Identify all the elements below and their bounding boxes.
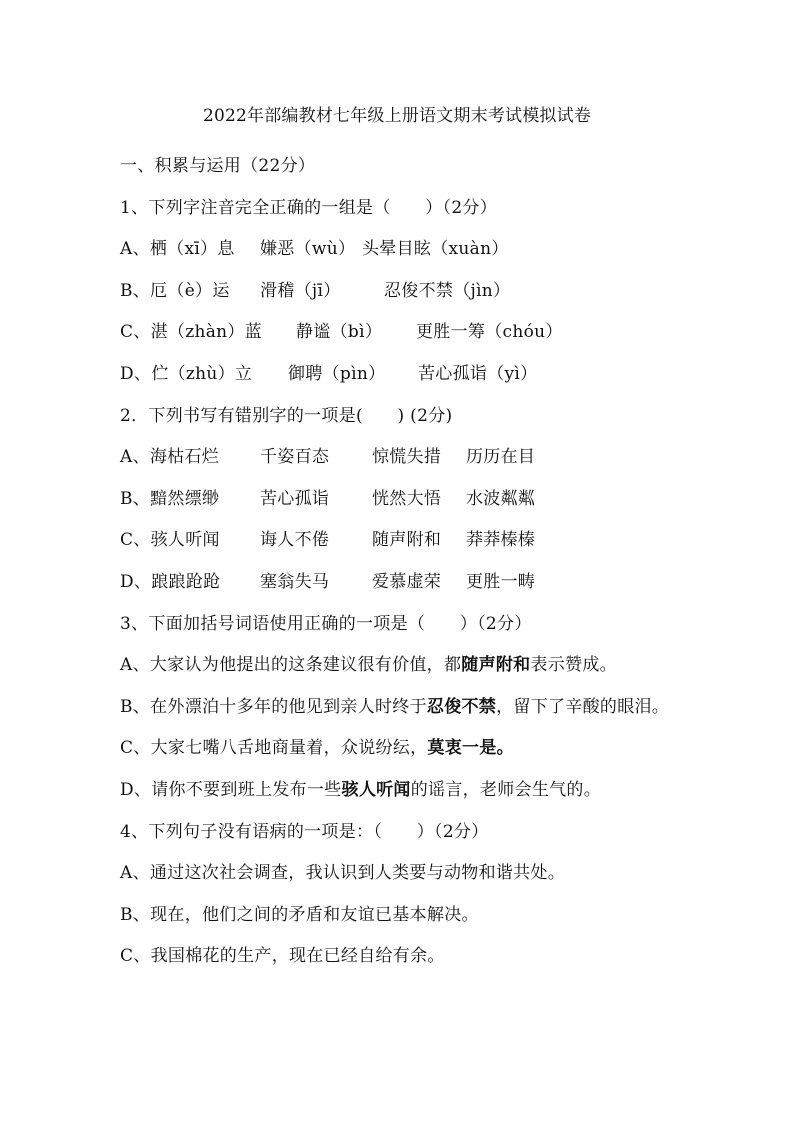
option-part: 爱慕虚荣	[372, 571, 442, 592]
option-part: 苦心孤诣	[260, 488, 330, 509]
option-part: C、骇人听闻	[120, 530, 220, 551]
option-part: 头晕目眩（xuàn）	[362, 239, 509, 260]
question-3-option-b	[120, 687, 680, 729]
option-keyword: 骇人听闻	[341, 779, 411, 800]
question-2-stem: 2．下列书写有错别字的一项是( ) (2分)	[120, 405, 453, 426]
option-text: 。	[496, 738, 514, 759]
option-text: 的谣言，老师会生气的。	[410, 779, 602, 800]
question-4-stem: 4、下列句子没有语病的一项是：（ ）（2分）	[120, 821, 489, 842]
question-4-option-a: A、通过这次社会调查，我认识到人类要与动物和谐共处。	[120, 863, 566, 884]
option-text: ，留下了辛酸的眼泪。	[496, 696, 670, 717]
question-4-option-b: B、现在，他们之间的矛盾和友谊已基本解决。	[120, 904, 479, 925]
option-part: 苦心孤诣（yì）	[418, 363, 538, 384]
option-part: A、海枯石烂	[120, 447, 220, 468]
question-3-option-d	[120, 770, 680, 812]
question-3-option-c	[120, 728, 680, 770]
question-1-option-b	[120, 271, 680, 313]
question-2-option-b	[120, 479, 680, 521]
option-part: 更胜一畴	[466, 571, 536, 592]
option-part: 千姿百态	[260, 447, 330, 468]
option-part: 历历在目	[466, 447, 536, 468]
question-2-option-d	[120, 562, 680, 604]
question-4-option-c: C、我国棉花的生产，现在已经自给有余。	[120, 946, 445, 967]
option-part: D、伫（zhù）立	[120, 363, 253, 384]
option-text: B、在外漂泊十多年的他见到亲人时终于	[120, 696, 427, 717]
option-part: 诲人不倦	[260, 530, 330, 551]
question-3-option-a	[120, 645, 680, 687]
option-part: B、黯然缥缈	[120, 488, 220, 509]
question-2-option-c	[120, 520, 680, 562]
question-1-option-c	[120, 312, 680, 354]
option-part: 嫌恶（wù）	[260, 239, 356, 260]
option-text: D、请你不要到班上发布一些	[120, 779, 342, 800]
option-part: D、踉踉跄跄	[120, 571, 221, 592]
option-text: A、大家认为他提出的这条建议很有价值，都	[120, 655, 462, 676]
section-heading: 一、积累与运用（22分）	[120, 156, 316, 176]
option-part: 滑稽（jī）	[260, 280, 341, 301]
question-1-option-d	[120, 354, 680, 396]
option-text: C、大家七嘴八舌地商量着，众说纷纭，	[120, 738, 428, 759]
option-part: 惊慌失措	[372, 447, 442, 468]
question-1-option-a	[120, 229, 680, 271]
option-part: 静谧（bì）	[296, 322, 383, 343]
option-part: 更胜一筹（chóu）	[416, 322, 563, 343]
option-part: 御聘（pìn）	[288, 363, 386, 384]
page-title: 2022年部编教材七年级上册语文期末考试模拟试卷	[202, 106, 592, 126]
option-part: 恍然大悟	[372, 488, 442, 509]
option-text: 表示赞成。	[530, 655, 617, 676]
question-3-stem: 3、下面加括号词语使用正确的一项是（ ）（2分）	[120, 613, 532, 634]
option-part: B、厄（è）运	[120, 280, 230, 301]
option-part: 忍俊不禁（jìn）	[384, 280, 511, 301]
option-part: 水波粼粼	[466, 488, 536, 509]
question-1-stem: 1、下列字注音完全正确的一组是（ ）（2分）	[120, 197, 498, 218]
option-keyword: 莫衷一是	[427, 738, 497, 759]
option-part: A、栖（xī）息	[120, 239, 235, 260]
option-part: 莽莽榛榛	[466, 530, 536, 551]
option-part: 塞翁失马	[260, 571, 330, 592]
question-2-option-a	[120, 437, 680, 479]
option-part: 随声附和	[372, 530, 442, 551]
option-part: C、湛（zhàn）蓝	[120, 322, 262, 343]
exam-body	[120, 146, 680, 978]
option-keyword: 随声附和	[461, 655, 531, 676]
option-keyword: 忍俊不禁	[426, 696, 497, 717]
